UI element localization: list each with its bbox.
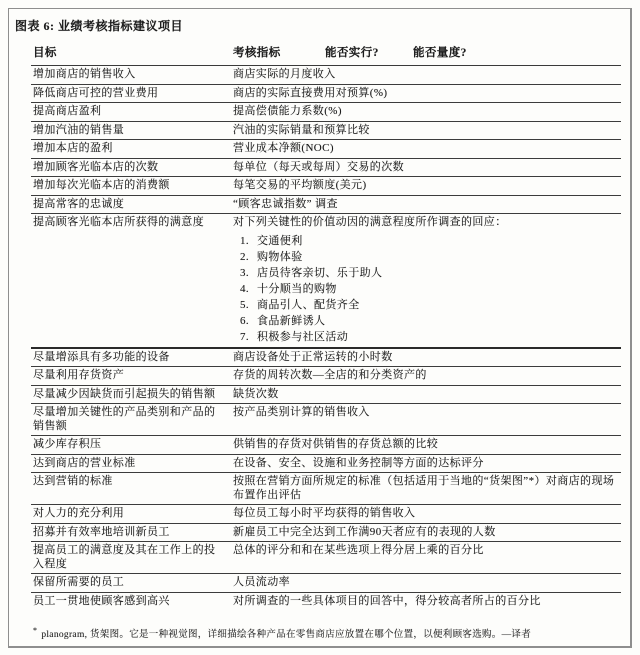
list-item bbox=[240, 297, 615, 313]
indicator-text: 商店设备处于正常运转的小时数 bbox=[233, 350, 393, 363]
goal-cell: 提高员工的满意度及其在工作上的投入程度 bbox=[31, 542, 231, 574]
goal-cell: 对人力的充分利用 bbox=[31, 505, 231, 524]
list-item-number: 5. bbox=[240, 298, 250, 311]
goal-cell: 员工一贯地使顾客感到高兴 bbox=[33, 594, 170, 607]
indicator-text: “顾客忠诚指数” 调查 bbox=[233, 197, 338, 210]
goal-cell: 增加汽油的销售量 bbox=[31, 121, 231, 140]
indicator-text: 缺货次数 bbox=[233, 387, 279, 400]
indicator-cell bbox=[231, 158, 621, 177]
indicator-text: 每单位（每天或每周）交易的次数 bbox=[233, 160, 404, 173]
goal-cell: 保留所需要的员工 bbox=[31, 574, 231, 593]
goal-cell: 招募并有效率地培训新员工 bbox=[31, 523, 231, 542]
table-row bbox=[31, 121, 621, 140]
table-row bbox=[31, 592, 621, 610]
indicator-cell bbox=[231, 121, 621, 140]
indicator-text: 营业成本净额(NOC) bbox=[233, 142, 334, 154]
value-driver-list bbox=[233, 233, 615, 345]
table-body bbox=[31, 66, 621, 611]
table-row bbox=[31, 177, 621, 196]
indicator-cell bbox=[231, 214, 621, 348]
table-header-row bbox=[31, 42, 621, 66]
goal-cell: 尽量利用存货资产 bbox=[31, 367, 231, 386]
table-row bbox=[31, 158, 621, 177]
table-row bbox=[31, 66, 621, 85]
indicator-cell bbox=[231, 505, 621, 524]
goal-cell: 提高商店盈利 bbox=[31, 103, 231, 122]
document-frame bbox=[8, 8, 632, 648]
list-item bbox=[240, 281, 615, 297]
list-item-number: 2. bbox=[240, 250, 250, 263]
table-row bbox=[31, 367, 621, 386]
footnote bbox=[33, 624, 608, 642]
indicator-cell bbox=[231, 436, 621, 455]
indicator-text: 每位员工每小时平均获得的销售收入 bbox=[233, 507, 416, 519]
indicator-cell bbox=[231, 404, 621, 436]
list-item-text: 交通便利 bbox=[257, 234, 303, 247]
table-row bbox=[31, 542, 621, 574]
goal-cell: 提高常客的忠诚度 bbox=[31, 195, 231, 214]
indicator-cell bbox=[231, 66, 621, 85]
indicator-text: 提高偿债能力系数(%) bbox=[233, 105, 342, 117]
list-item-text: 积极参与社区活动 bbox=[257, 330, 349, 343]
list-item-number: 6. bbox=[240, 314, 250, 327]
indicator-cell bbox=[231, 84, 621, 103]
indicator-text: 商店的实际直接费用对预算(%) bbox=[233, 86, 388, 99]
table-row bbox=[31, 505, 621, 524]
list-item-text: 食品新鲜诱人 bbox=[257, 314, 326, 327]
list-item-number: 4. bbox=[240, 282, 250, 295]
indicator-cell bbox=[231, 177, 621, 196]
list-item bbox=[240, 249, 615, 265]
table-row bbox=[31, 404, 621, 436]
goal-cell: 增加本店的盈利 bbox=[31, 140, 231, 159]
list-item bbox=[240, 265, 615, 281]
goal-cell: 提高顾客光临本店所获得的满意度 bbox=[31, 214, 231, 348]
col-header-feasible: 能否实行? bbox=[323, 42, 411, 66]
goal-cell: 降低商店可控的营业费用 bbox=[31, 84, 231, 103]
indicator-cell bbox=[231, 348, 621, 367]
table-row bbox=[31, 454, 621, 473]
goal-cell: 增加商店的销售收入 bbox=[31, 66, 231, 85]
indicator-text: 新雇员工中完全达到工作满90天者应有的表现的人数 bbox=[233, 525, 496, 538]
indicator-cell bbox=[231, 574, 621, 593]
list-item bbox=[240, 233, 615, 249]
goal-cell: 增加顾客光临本店的次数 bbox=[31, 158, 231, 177]
indicator-cell bbox=[231, 542, 621, 574]
indicator-text: 每笔交易的平均额度(美元) bbox=[233, 179, 367, 191]
list-item-text: 店员待客亲切、乐于助人 bbox=[257, 266, 383, 279]
goal-cell: 增加每次光临本店的消费额 bbox=[31, 177, 231, 196]
indicator-cell bbox=[231, 195, 621, 214]
list-item-number: 7. bbox=[240, 330, 250, 343]
table-row bbox=[31, 348, 621, 367]
metrics-table bbox=[31, 42, 621, 610]
table-row bbox=[31, 214, 621, 348]
goal-cell: 尽量增加关键性的产品类别和产品的销售额 bbox=[31, 404, 231, 436]
list-item-number: 3. bbox=[240, 266, 250, 279]
indicator-cell bbox=[231, 140, 621, 159]
table-row bbox=[31, 523, 621, 542]
indicator-text: 供销售的存货对供销售的存货总额的比较 bbox=[233, 438, 439, 450]
table-row bbox=[31, 103, 621, 122]
indicator-text: 对下列关键性的价值动因的满意程度所作调查的回应： bbox=[233, 216, 507, 228]
indicator-cell bbox=[231, 103, 621, 122]
indicator-text: 对所调查的一些具体项目的回答中，得分较高者所占的百分比 bbox=[233, 594, 541, 607]
list-item bbox=[240, 313, 615, 329]
indicator-text: 商店实际的月度收入 bbox=[233, 68, 336, 80]
footnote-marker: * bbox=[33, 626, 38, 635]
col-header-measurable: 能否量度? bbox=[411, 42, 621, 66]
indicator-text: 在设备、安全、设施和业务控制等方面的达标评分 bbox=[233, 456, 484, 469]
table-row bbox=[31, 574, 621, 593]
table-row bbox=[31, 385, 621, 404]
col-header-goal: 目标 bbox=[31, 42, 231, 66]
list-item-number: 1. bbox=[240, 234, 250, 247]
indicator-text: 总体的评分和和在某些选项上得分居上乘的百分比 bbox=[233, 544, 484, 556]
indicator-cell bbox=[231, 473, 621, 505]
indicator-cell bbox=[231, 385, 621, 404]
table-row bbox=[31, 84, 621, 103]
goal-cell: 尽量增添具有多功能的设备 bbox=[31, 348, 231, 367]
indicator-text: 人员流动率 bbox=[233, 576, 290, 588]
table-row bbox=[31, 436, 621, 455]
indicator-cell bbox=[231, 454, 621, 473]
indicator-text: 按照在营销方面所规定的标准（包括适用于当地的“货架图”*）对商店的现场布置作出评估 bbox=[233, 475, 615, 501]
list-item-text: 购物体验 bbox=[257, 250, 303, 263]
goal-cell: 达到营销的标准 bbox=[31, 473, 231, 505]
indicator-cell bbox=[231, 523, 621, 542]
list-item-text: 商品引人、配货齐全 bbox=[257, 298, 360, 311]
goal-cell: 减少库存积压 bbox=[31, 436, 231, 455]
figure-title: 图表 6: 业绩考核指标建议项目 bbox=[15, 19, 183, 33]
list-item bbox=[240, 329, 615, 345]
table-row bbox=[31, 140, 621, 159]
indicator-text: 存货的周转次数—全店的和分类资产的 bbox=[233, 369, 427, 381]
footnote-text: planogram, 货架图。它是一种视觉图，详细描绘各种产品在零售商店应放置在哪个位置，以便利顾客选购。—译者 bbox=[41, 630, 531, 641]
list-item-text: 十分顺当的购物 bbox=[257, 282, 337, 295]
indicator-text: 按产品类别计算的销售收入 bbox=[233, 406, 370, 418]
goal-cell: 达到商店的营业标准 bbox=[31, 454, 231, 473]
goal-cell: 尽量减少因缺货而引起损失的销售额 bbox=[31, 385, 231, 404]
indicator-cell bbox=[231, 367, 621, 386]
indicator-text: 汽油的实际销量和预算比较 bbox=[233, 123, 370, 136]
col-header-indicator: 考核指标 bbox=[231, 42, 323, 66]
table-row bbox=[31, 473, 621, 505]
table-row bbox=[31, 195, 621, 214]
indicator-cell bbox=[231, 592, 621, 610]
